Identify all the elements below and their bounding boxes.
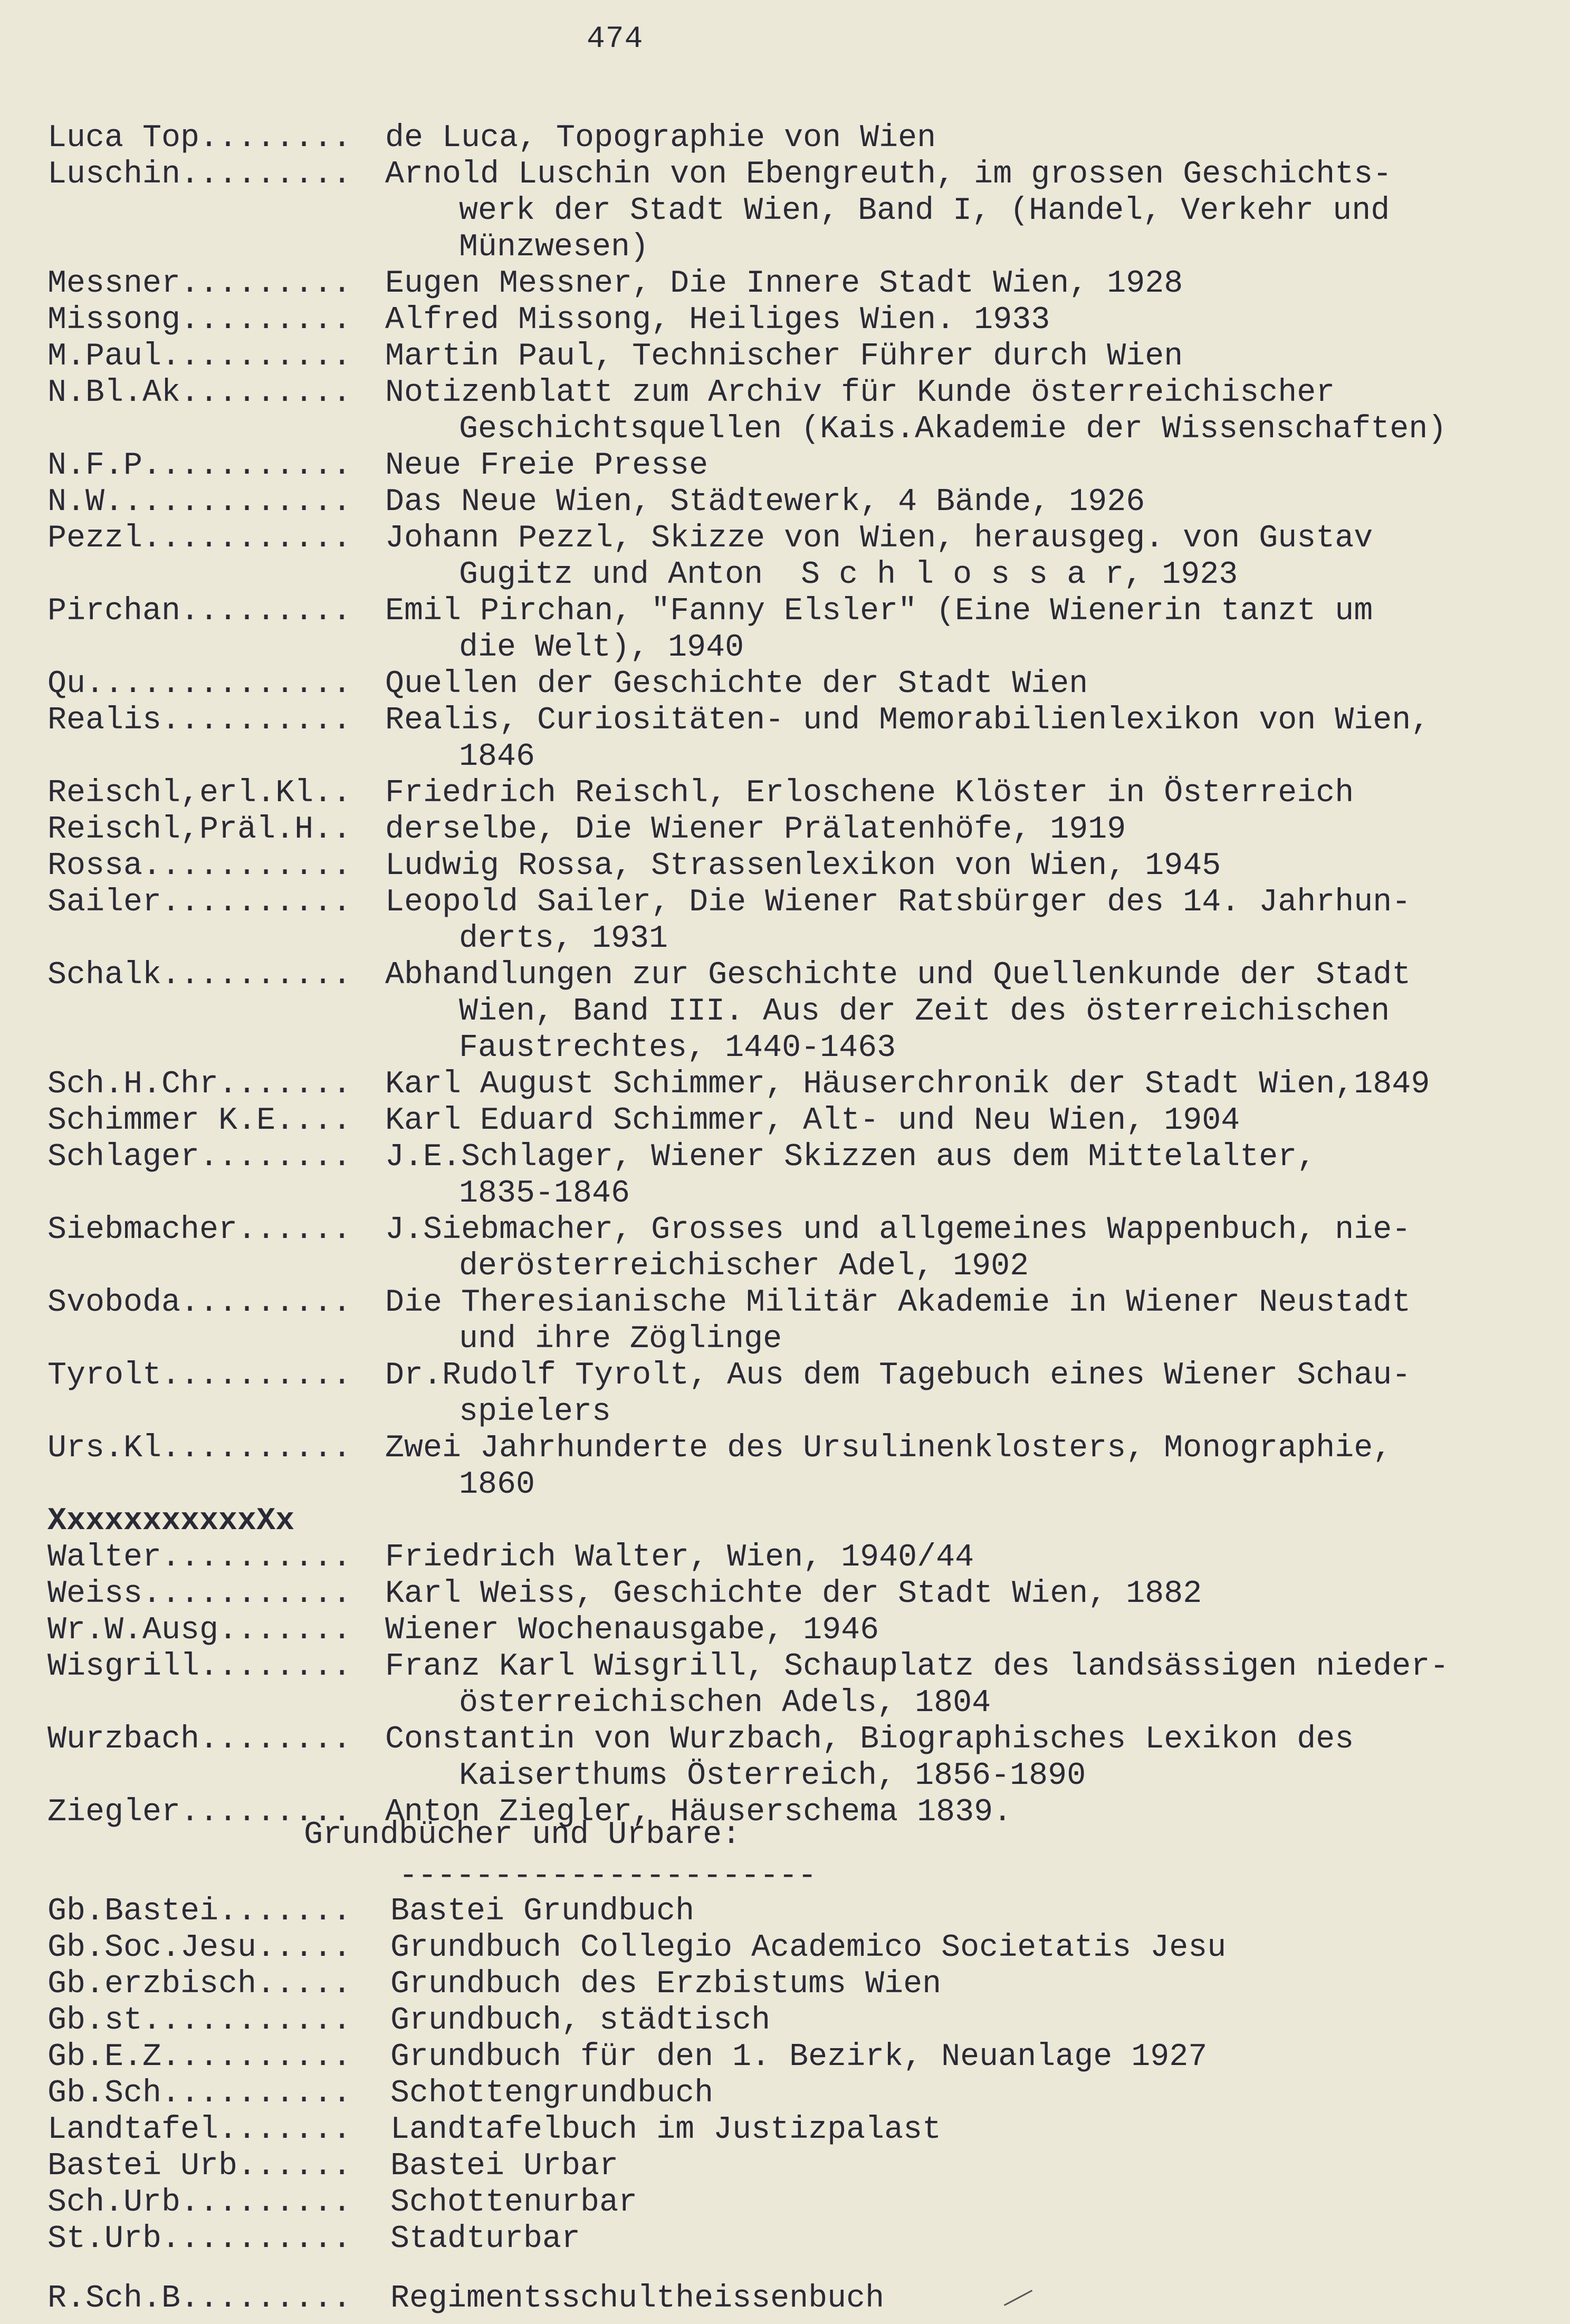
entry-abbreviation: N.Bl.Ak......... [47,375,352,411]
entry-abbreviation: Weiss........... [47,1576,352,1612]
entry-description: Quellen der Geschichte der Stadt Wien [385,666,1088,702]
entry-row [47,848,1556,885]
entry-abbreviation: Bastei Urb...... [47,2148,352,2184]
entry-description: de Luca, Topographie von Wien [385,120,936,156]
entry-description-continuation: Gugitz und Anton S c h l o s s a r, 1923 [459,557,1238,593]
section-heading: Grundbücher und Urbare: [304,1817,741,1853]
entry-row [47,120,1556,157]
entry-description: Regimentsschultheissenbuch [390,2281,885,2317]
entry-description: Eugen Messner, Die Innere Stadt Wien, 1928 [385,266,1183,302]
entry-row [47,2185,1556,2221]
entry-row [47,1722,1556,1794]
entry-description-continuation: Münzwesen) [459,229,649,265]
entry-row [47,1794,1556,1831]
entry-description-continuation: derts, 1931 [459,921,668,957]
entry-description: Die Theresianische Militär Akademie in Wiener Neustadt [385,1285,1411,1321]
entry-description: Grundbuch Collegio Academico Societatis Jesu [390,1930,1227,1966]
section-underline: ---------------------- [399,1858,817,1894]
entry-abbreviation: N.F.P........... [47,448,352,484]
entry-abbreviation: St.Urb.......... [47,2221,352,2257]
entry-description: Bastei Urbar [390,2148,619,2184]
entry-description: Landtafelbuch im Justizpalast [390,2112,942,2148]
page-number: 474 [587,22,644,56]
entry-row [47,1067,1556,1103]
entry-description: Karl August Schimmer, Häuserchronik der Stadt Wien,1849 [385,1067,1430,1102]
entry-abbreviation: Reischl,Präl.H.. [47,812,352,848]
entry-description-continuation: und ihre Zöglinge [459,1321,782,1357]
entry-abbreviation: Landtafel....... [47,2112,352,2148]
entry-row [47,1358,1556,1430]
entry-abbreviation: Rossa........... [47,848,352,884]
entry-abbreviation: Tyrolt.......... [47,1358,352,1394]
entry-description: Martin Paul, Technischer Führer durch Wien [385,339,1183,374]
entry-abbreviation: Schimmer K.E.... [47,1103,352,1139]
entry-row [47,812,1556,848]
entry-abbreviation: Gb.Soc.Jesu..... [47,1930,352,1966]
entry-description: Notizenblatt zum Archiv für Kunde österreichischer [385,375,1335,411]
entry-row [47,2076,1556,2112]
entry-row [47,2148,1556,2185]
entry-row [47,775,1556,812]
entry-row [47,157,1556,266]
entry-abbreviation: Pezzl........... [47,521,352,556]
entry-abbreviation: Qu.............. [47,666,352,702]
entry-row [47,1894,1556,1930]
entry-abbreviation: Schalk.......... [47,957,352,993]
entry-description-continuation: Faustrechtes, 1440-1463 [459,1030,896,1066]
entry-row [47,266,1556,302]
entry-row [47,2039,1556,2076]
entry-row [47,521,1556,593]
entry-description-continuation: spielers [459,1394,611,1430]
entry-row [47,1612,1556,1649]
entry-description: Ludwig Rossa, Strassenlexikon von Wien, 1945 [385,848,1221,884]
entry-description: Karl Eduard Schimmer, Alt- und Neu Wien, 1904 [385,1103,1240,1139]
entry-abbreviation: M.Paul.......... [47,339,352,374]
entry-abbreviation: N.W............. [47,484,352,520]
entry-row [47,302,1556,339]
entry-description-continuation: Wien, Band III. Aus der Zeit des österreichischen [459,994,1390,1030]
entry-row [47,593,1556,666]
entry-description: Karl Weiss, Geschichte der Stadt Wien, 1882 [385,1576,1202,1612]
entry-row [47,703,1556,775]
entry-abbreviation: Wr.W.Ausg....... [47,1612,352,1648]
entry-abbreviation: Urs.Kl.......... [47,1430,352,1466]
entry-abbreviation: Gb.Bastei....... [47,1894,352,1929]
entry-abbreviation: Sch.Urb......... [47,2185,352,2221]
entry-row [47,1212,1556,1285]
entry-description-continuation: 1860 [459,1467,535,1503]
entry-description: Abhandlungen zur Geschichte und Quellenkunde der Stadt [385,957,1411,993]
entry-abbreviation: Messner......... [47,266,352,302]
entry-abbreviation: Wurzbach........ [47,1722,352,1758]
entry-row [47,1930,1556,1966]
entry-abbreviation: Gb.Sch.......... [47,2076,352,2111]
entry-description-continuation: 1846 [459,739,535,775]
entry-description: Realis, Curiositäten- und Memorabilienlexikon von Wien, [385,703,1430,738]
entry-description: Arnold Luschin von Ebengreuth, im grossen Geschichts- [385,157,1392,193]
entry-description: Friedrich Reischl, Erloschene Klöster in Österreich [385,775,1354,811]
entry-description: Zwei Jahrhunderte des Ursulinenklosters, Monographie, [385,1430,1392,1466]
entry-row [47,1649,1556,1722]
entry-description-continuation: Geschichtsquellen (Kais.Akademie der Wissenschaften) [459,411,1447,447]
entry-row [47,375,1556,448]
abbreviation-list [47,120,1556,1831]
entry-description: Neue Freie Presse [385,448,709,484]
entry-row [47,1285,1556,1358]
entry-abbreviation: Sch.H.Chr....... [47,1067,352,1102]
entry-description-continuation: 1835-1846 [459,1176,630,1212]
entry-description-continuation: die Welt), 1940 [459,630,744,666]
entry-row [47,1966,1556,2003]
entry-row [47,957,1556,1067]
entry-row [47,1103,1556,1139]
entry-abbreviation: Sailer.......... [47,885,352,920]
entry-description: Das Neue Wien, Städtewerk, 4 Bände, 1926 [385,484,1145,520]
entry-description-continuation: derösterreichischer Adel, 1902 [459,1249,1029,1284]
entry-description: Emil Pirchan, "Fanny Elsler" (Eine Wienerin tanzt um [385,593,1373,629]
entry-abbreviation: Ziegler......... [47,1794,352,1830]
entry-description: Dr.Rudolf Tyrolt, Aus dem Tagebuch eines Wiener Schau- [385,1358,1411,1394]
entry-description: Grundbuch des Erzbistums Wien [390,1966,942,2002]
entry-abbreviation: Schlager........ [47,1139,352,1175]
entry-abbreviation: Gb.st........... [47,2003,352,2039]
struck-out-line: XxxxxxxxxxxXx [47,1503,295,1539]
entry-row [47,339,1556,375]
entry-description-continuation: werk der Stadt Wien, Band I, (Handel, Verkehr und [459,193,1390,229]
entry-row [47,1576,1556,1612]
entry-abbreviation: Reischl,erl.Kl.. [47,775,352,811]
entry-row [47,2281,1556,2317]
entry-description: Alfred Missong, Heiliges Wien. 1933 [385,302,1050,338]
entry-abbreviation: Pirchan......... [47,593,352,629]
entry-description: J.E.Schlager, Wiener Skizzen aus dem Mittelalter, [385,1139,1316,1175]
entry-row [47,484,1556,521]
entry-abbreviation: R.Sch.B......... [47,2281,352,2317]
entry-row [47,1430,1556,1503]
entry-abbreviation: Svoboda......... [47,1285,352,1321]
entry-row [47,2003,1556,2039]
entry-row [47,448,1556,484]
entry-description: derselbe, Die Wiener Prälatenhöfe, 1919 [385,812,1126,848]
entry-description: Johann Pezzl, Skizze von Wien, herausgeg. von Gustav [385,521,1373,556]
entry-abbreviation: Gb.erzbisch..... [47,1966,352,2002]
entry-abbreviation: Wisgrill........ [47,1649,352,1685]
entry-row [47,1139,1556,1212]
entry-description: Bastei Grundbuch [390,1894,695,1929]
entry-abbreviation: Realis.......... [47,703,352,738]
entry-description: Grundbuch für den 1. Bezirk, Neuanlage 1927 [390,2039,1208,2075]
grundbuecher-list [47,1894,1556,2317]
entry-row [47,885,1556,957]
entry-description: Schottengrundbuch [390,2076,714,2111]
entry-row [47,1540,1556,1576]
entry-abbreviation: Luschin......... [47,157,352,193]
entry-abbreviation: Siebmacher...... [47,1212,352,1248]
entry-description-continuation: Kaiserthums Österreich, 1856-1890 [459,1758,1086,1794]
entry-row [47,666,1556,703]
entry-description: Leopold Sailer, Die Wiener Ratsbürger des 14. Jahrhun- [385,885,1411,920]
entry-description: Friedrich Walter, Wien, 1940/44 [385,1540,974,1576]
entry-description: Stadturbar [390,2221,581,2257]
entry-description: J.Siebmacher, Grosses und allgemeines Wappenbuch, nie- [385,1212,1411,1248]
entry-description: Schottenurbar [390,2185,638,2221]
entry-description: Constantin von Wurzbach, Biographisches Lexikon des [385,1722,1354,1758]
entry-abbreviation: Walter.......... [47,1540,352,1576]
entry-description-continuation: österreichischen Adels, 1804 [459,1685,991,1721]
entry-description: Wiener Wochenausgabe, 1946 [385,1612,879,1648]
entry-description: Grundbuch, städtisch [390,2003,771,2039]
entry-description: Franz Karl Wisgrill, Schauplatz des landsässigen nieder- [385,1649,1449,1685]
entry-abbreviation: Missong......... [47,302,352,338]
entry-abbreviation: Luca Top........ [47,120,352,156]
entry-row [47,2112,1556,2148]
entry-abbreviation: Gb.E.Z.......... [47,2039,352,2075]
entry-row [47,2221,1556,2258]
entry-description: Anton Ziegler, Häuserschema 1839. [385,1794,1012,1830]
